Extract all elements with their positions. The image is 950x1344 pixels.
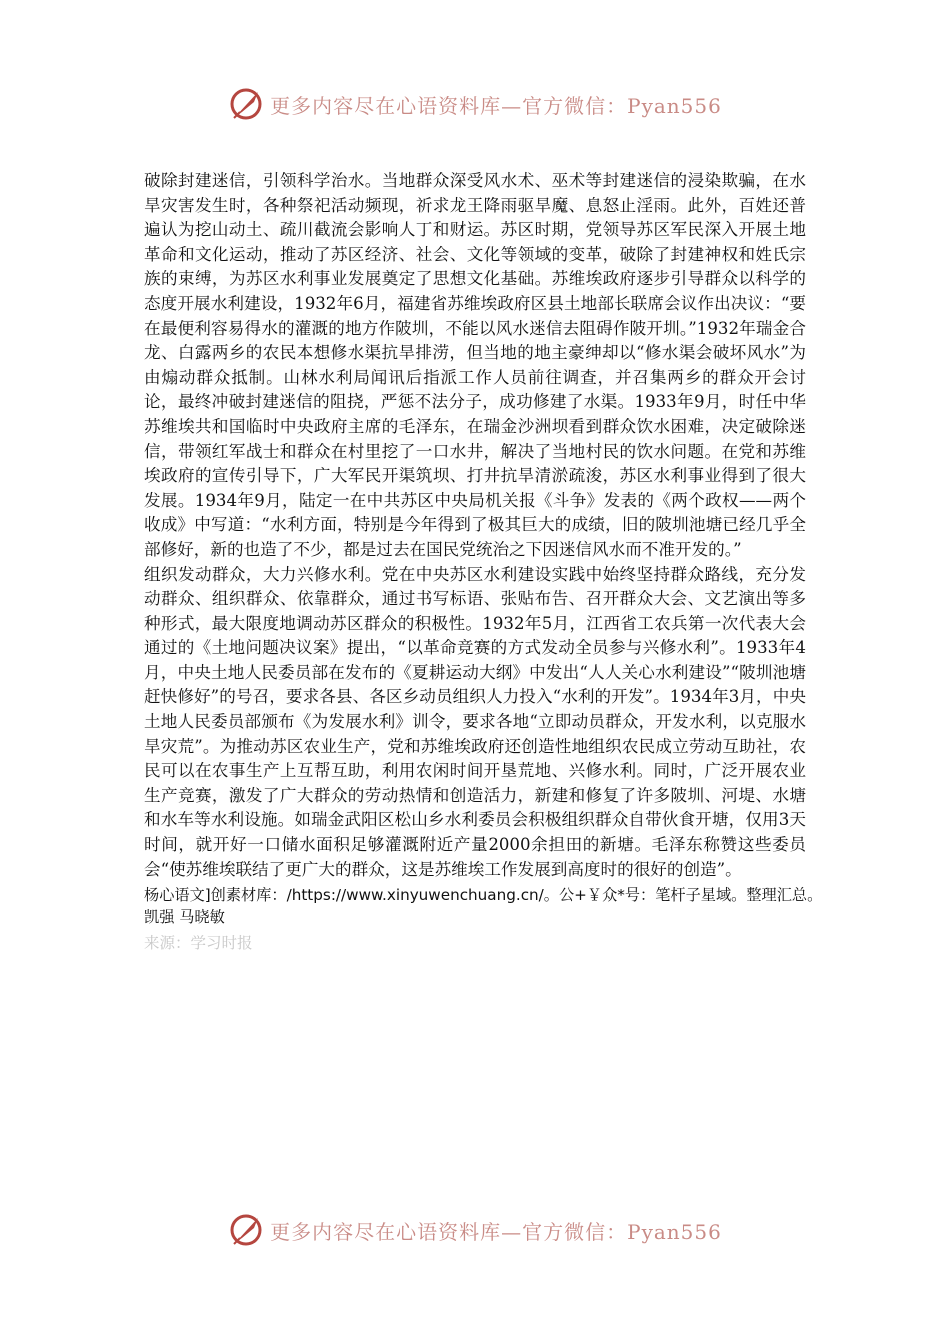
article-body (144, 169, 823, 954)
header-banner-text: 更多内容尽在心语资料库—官方微信：Pyan556 (270, 93, 722, 118)
article-paragraph-1: 破除封建迷信，引领科学治水。当地群众深受风水术、巫术等封建迷信的浸染欺骗，在水旱灾害发生时，各种祭祀活动频现，祈求龙王降雨驱旱魔、息怒止淫雨。此外，百姓还普遍认为挖山动土、疏川截流会影响人丁和财运。苏区时期，党领导苏区军民深入开展土地革命和文化运动，推动了苏区经济、社会、文化等领域的变革，破除了封建神权和姓氏宗族的束缚，为苏区水利事业发展奠定了思想文化基础。苏维埃政府逐步引导群众以科学的态度开展水利建设，1932年6月，福建省苏维埃政府区县土地部长联席会议作出决议：“要在最便利容易得水的灌溉的地方作陂圳，不能以风水迷信去阻碍作陂开圳。”1932年瑞金合龙、白露两乡的农民本想修水渠抗旱排涝，但当地的地主豪绅却以“修水渠会破坏风水”为由煽动群众抵制。山林水利局闻讯后指派工作人员前往调查，并召集两乡的群众开会讨论，最终冲破封建迷信的阻挠，严惩不法分子，成功修建了水渠。1933年9月，时任中华苏维埃共和国临时中央政府主席的毛泽东，在瑞金沙洲坝看到群众饮水困难，决定破除迷信，带领红军战士和群众在村里挖了一口水井，解决了当地村民的饮水问题。在党和苏维埃政府的宣传引导下，广大军民开渠筑坝、打井抗旱清淤疏浚，苏区水利事业得到了很大发展。1934年9月，陆定一在中共苏区中央局机关报《斗争》发表的《两个政权——两个收成》中写道：“水利方面，特别是今年得到了极其巨大的成绩，旧的陂圳池塘已经几乎全部修好，新的也造了不少，都是过去在国民党统治之下因迷信风水而不准开发的。” (144, 171, 806, 559)
source-note: 杨心语文]创素材库：/https://www.xinyuwenchuang.cn/。公+￥众*号：笔杆子星域。整理汇总。凯强 马晓敏 (144, 886, 823, 927)
origin-line: 来源：学习时报 (144, 934, 253, 953)
quill-logo-icon (228, 86, 264, 122)
header-banner (0, 84, 950, 124)
quill-logo-icon (228, 1212, 264, 1248)
footer-banner (0, 1210, 950, 1250)
footer-banner-inner (228, 1212, 722, 1248)
article-paragraph-2: 组织发动群众，大力兴修水利。党在中央苏区水利建设实践中始终坚持群众路线，充分发动群众、组织群众、依靠群众，通过书写标语、张贴布告、召开群众大会、文艺演出等多种形式，最大限度地调动苏区群众的积极性。1932年5月，江西省工农兵第一次代表大会通过的《土地问题决议案》提出，“以革命竞赛的方式发动全员参与兴修水利”。1933年4月，中央土地人民委员部在发布的《夏耕运动大纲》中发出“人人关心水利建设”“陂圳池塘赶快修好”的号召，要求各县、各区乡动员组织人力投入“水利的开发”。1934年3月，中央土地人民委员部颁布《为发展水利》训令，要求各地“立即动员群众，开发水利，以克服水旱灾荒”。为推动苏区农业生产，党和苏维埃政府还创造性地组织农民成立劳动互助社，农民可以在农事生产上互帮互助，利用农闲时间开垦荒地、兴修水利。同时，广泛开展农业生产竞赛，激发了广大群众的劳动热情和创造活力，新建和修复了许多陂圳、河堤、水塘和水车等水利设施。如瑞金武阳区松山乡水利委员会积极组织群众自带伙食开塘，仅用3天时间，就开好一口储水面积足够灌溉附近产量2000余担田的新塘。毛泽东称赞这些委员会“使苏维埃联结了更广大的群众，这是苏维埃工作发展到高度时的很好的创造”。 (144, 564, 806, 879)
footer-banner-text: 更多内容尽在心语资料库—官方微信：Pyan556 (270, 1219, 722, 1244)
header-banner-inner (228, 86, 722, 122)
